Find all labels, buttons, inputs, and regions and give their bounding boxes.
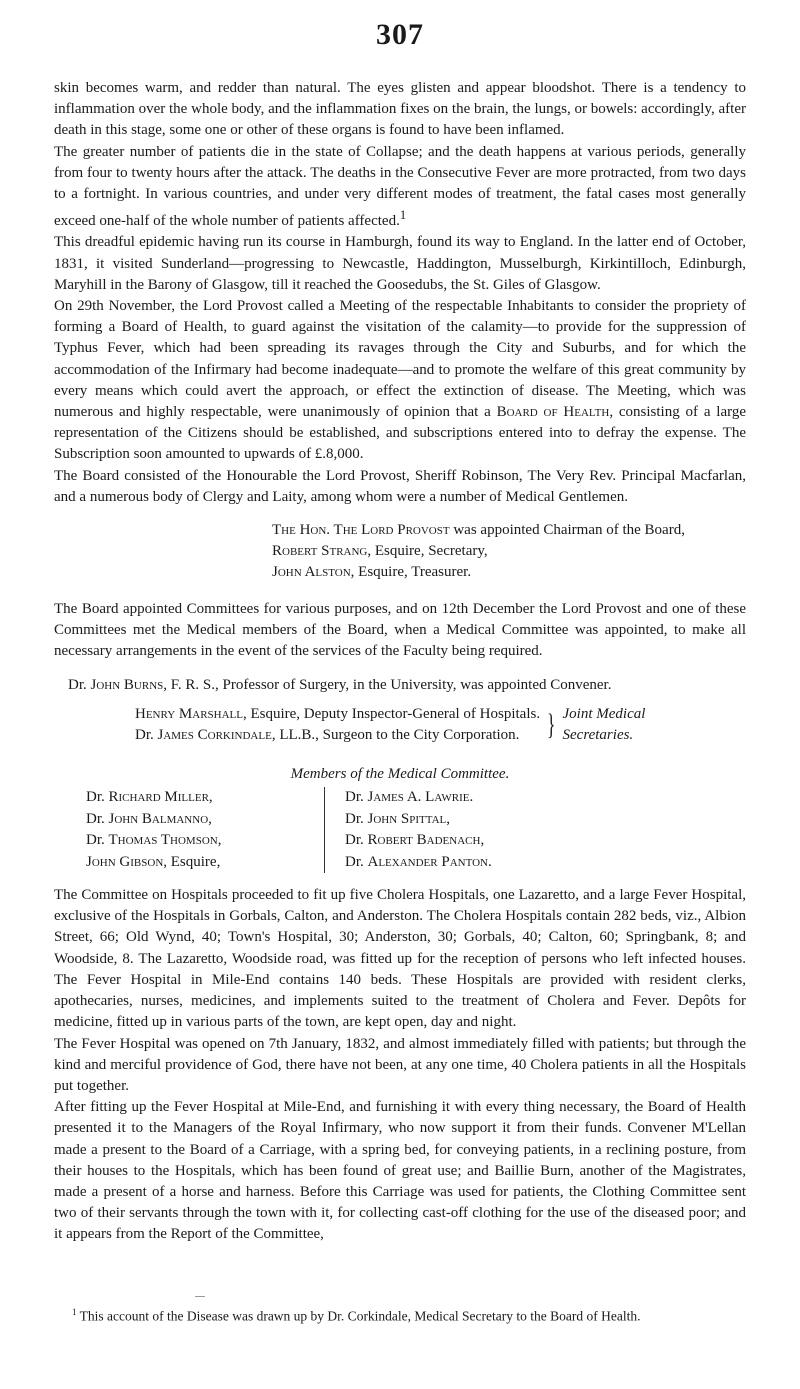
paragraph-1: skin becomes warm, and redder than natural. The eyes glisten and appear bloodshot. There is a tendency to inflammation over the whole body, and the inflammation fixes on the brain, the lungs, or bowels: accordingly, after death in this stage, some one or other of these organs is found to have been inflamed.	[54, 80, 746, 139]
member-left-1	[86, 787, 324, 809]
secretaries-role-1: Joint Medical	[562, 705, 646, 722]
paragraph-7: The Committee on Hospitals proceeded to fit up five Cholera Hospitals, one Lazaretto, and a large Fever Hospital, exclusive of the Hospitals in Gorbals, Calton, and Anderston. The Cholera Hospitals contain 282 beds, viz., Albion Street, 66; Old Wynd, 40; Town's Hospital, 30; Anderston, 30; Gorbals, 40; Calton, 60; Springbank, 8; and Woodside, 8. The Lazaretto, Woodside road, was fitted up for the reception of persons who left infected houses. The Fever Hospital in Mile-End contains 140 beds. These Hospitals are provided with resident clerks, apothecaries, nurses, medicines, and implements suited to the treatment of Cholera and Fever. Depôts for medicine, fitted up in various parts of the town, are kept open, day and night.	[54, 887, 746, 1031]
member-name: Thomas Thomson	[108, 832, 218, 849]
footnote-text: This account of the Disease was drawn up by Dr. Corkindale, Medical Secretary to the Board of Health.	[76, 1308, 641, 1324]
office-treasurer	[272, 562, 746, 583]
secretary-names	[135, 704, 540, 746]
paragraph-5: The Board consisted of the Honourable the Lord Provost, Sheriff Robinson, The Very Rev. Principal Macfarlan, and a numerous body of Clergy and Laity, among whom were a number of Medical Gentlemen.	[54, 467, 746, 505]
convener-prefix: Dr.	[68, 676, 91, 693]
convener-line	[54, 675, 746, 696]
member-suffix: ,	[208, 789, 213, 806]
member-left-4	[86, 852, 324, 874]
brace-icon: }	[546, 707, 556, 741]
member-prefix: Dr.	[86, 832, 109, 849]
secretary-2-prefix: Dr.	[135, 726, 158, 743]
member-prefix: Dr.	[86, 789, 109, 806]
member-name: Richard Miller	[108, 789, 209, 806]
page-number: 307	[376, 18, 424, 51]
secretary-1-name: Henry Marshall	[135, 705, 243, 722]
body-text	[54, 78, 746, 1246]
joint-secretaries	[135, 704, 746, 746]
secretary-1	[135, 704, 540, 725]
secretary-name: Robert Strang	[272, 543, 368, 560]
treasurer-name: John Alston	[272, 564, 351, 581]
convener-rest: , F. R. S., Professor of Surgery, in the University, was appointed Convener.	[163, 676, 612, 693]
members-column-left	[54, 787, 324, 873]
member-suffix: ,	[446, 810, 451, 827]
secretary-role: , Esquire, Secretary,	[367, 543, 488, 560]
member-left-2	[86, 809, 324, 831]
office-bearers	[54, 520, 746, 583]
footnote	[72, 1303, 640, 1326]
member-right-1	[345, 787, 492, 809]
paragraph-4	[54, 296, 746, 466]
member-name: John Gibson	[86, 853, 164, 870]
member-suffix: ,	[208, 810, 212, 827]
secretary-1-rest: , Esquire, Deputy Inspector-General of Hospitals.	[242, 705, 541, 722]
member-suffix: ,	[480, 832, 485, 849]
paragraph-9: After fitting up the Fever Hospital at Mile-End, and furnishing it with every thing necessary, the Board of Health presented it to the Managers of the Royal Infirmary, who now support it from their funds. Convener M'Lellan made a present to the Board of a Carriage, with a spring bed, for conveying patients, in a reclining posture, from their houses to the Hospitals, which has been found of great use; and Baillie Burn, another of the Magistrates, made a present of a horse and harness. Before this Carriage was used for patients, the Clothing Committee sent two of their servants through the town with it, for collecting cast-off clothing for the use of the diseased poor; and it appears from the Report of the Committee,	[54, 1099, 746, 1243]
treasurer-role: , Esquire, Treasurer.	[350, 564, 472, 581]
member-left-3	[86, 830, 324, 852]
member-suffix: ,	[217, 832, 222, 849]
chairman-name: The Hon. The Lord Provost	[272, 522, 450, 539]
paragraph-4-text-a: On 29th November, the Lord Provost called a Meeting of the respectable Inhabitants to consider the propriety of forming a Board of Health, to guard against the visitation of the calamity—to provide for the suppression of Typhus Fever, which had been spreading its ravages through the City and Suburbs, and for which the accommodation of the Infirmary had become inadequate—and to promote the welfare of this great community by every means which could avert the approach, or effect the extinction of disease. The Meeting, which was numerous and highly respectable, were unanimously of opinion that a	[54, 298, 746, 421]
footnote-ref: 1	[399, 208, 407, 223]
paragraph-2	[54, 142, 746, 233]
footnote-mark: 1	[72, 1307, 77, 1317]
member-prefix: Dr.	[345, 832, 368, 849]
members-title: Members of the Medical Committee.	[290, 765, 510, 782]
member-suffix: .	[488, 853, 492, 870]
member-name: James A. Lawrie	[367, 789, 470, 806]
secretary-2	[135, 725, 540, 746]
member-suffix: , Esquire,	[163, 853, 221, 870]
paragraph-2-text: The greater number of patients die in the state of Collapse; and the death happens at various periods, generally from four to twenty hours after the attack. The deaths in the Consecutive Fever are more protracted, from two days to a fortnight. In various countries, and under very different modes of treatment, the fatal cases most generally exceed one-half of the whole number of patients affected.	[54, 143, 746, 230]
member-prefix: Dr.	[86, 810, 109, 827]
member-prefix: Dr.	[345, 853, 368, 870]
paragraph-8: The Fever Hospital was opened on 7th January, 1832, and almost immediately filled with patients; but through the kind and merciful providence of God, there have not been, at any one time, 40 Cholera patients in all the Hospitals put together.	[54, 1035, 746, 1094]
paragraph-6: The Board appointed Committees for various purposes, and on 12th December the Lord Provost and one of these Committees met the Medical members of the Board, when a Medical Committee was appointed, to make all necessary arrangements in the event of the services of the Faculty being required.	[54, 601, 746, 660]
member-right-4	[345, 852, 492, 874]
office-chairman	[272, 520, 746, 541]
secretary-2-rest: , LL.B., Surgeon to the City Corporation.	[271, 726, 520, 743]
member-right-3	[345, 830, 492, 852]
member-name: Alexander Panton	[367, 853, 488, 870]
member-suffix: .	[469, 789, 474, 806]
paragraph-3: This dreadful epidemic having run its course in Hamburgh, found its way to England. In the latter end of October, 1831, it visited Sunderland—progressing to Newcastle, Haddington, Musselburgh, Kirkintilloch, Edinburgh, Maryhill in the Barony of Glasgow, till it reached the Goosedubs, the St. Giles of Glasgow.	[54, 234, 746, 293]
members-list	[54, 787, 746, 873]
office-secretary	[272, 541, 746, 562]
secretary-2-name: James Corkindale	[157, 726, 272, 743]
paragraph-4-text-b: , consisting of a large representation of the Citizens should be established, and subscriptions entered into to defray the expense. The Subscription soon amounted to upwards of £.8,000.	[54, 404, 746, 463]
member-prefix: Dr.	[345, 789, 368, 806]
member-prefix: Dr.	[345, 810, 368, 827]
member-right-2	[345, 809, 492, 831]
chairman-role: was appointed Chairman of the Board,	[449, 522, 685, 539]
board-of-health-term: Board of Health	[496, 404, 610, 421]
members-column-right	[324, 787, 492, 873]
member-name: Robert Badenach	[367, 832, 481, 849]
member-name: John Spittal	[367, 810, 447, 827]
footnote-rule	[195, 1296, 205, 1297]
secretaries-role	[563, 704, 646, 746]
member-name: John Balmanno	[108, 810, 209, 827]
secretaries-role-2: Secretaries.	[562, 726, 634, 743]
convener-name: John Burns	[90, 676, 164, 693]
